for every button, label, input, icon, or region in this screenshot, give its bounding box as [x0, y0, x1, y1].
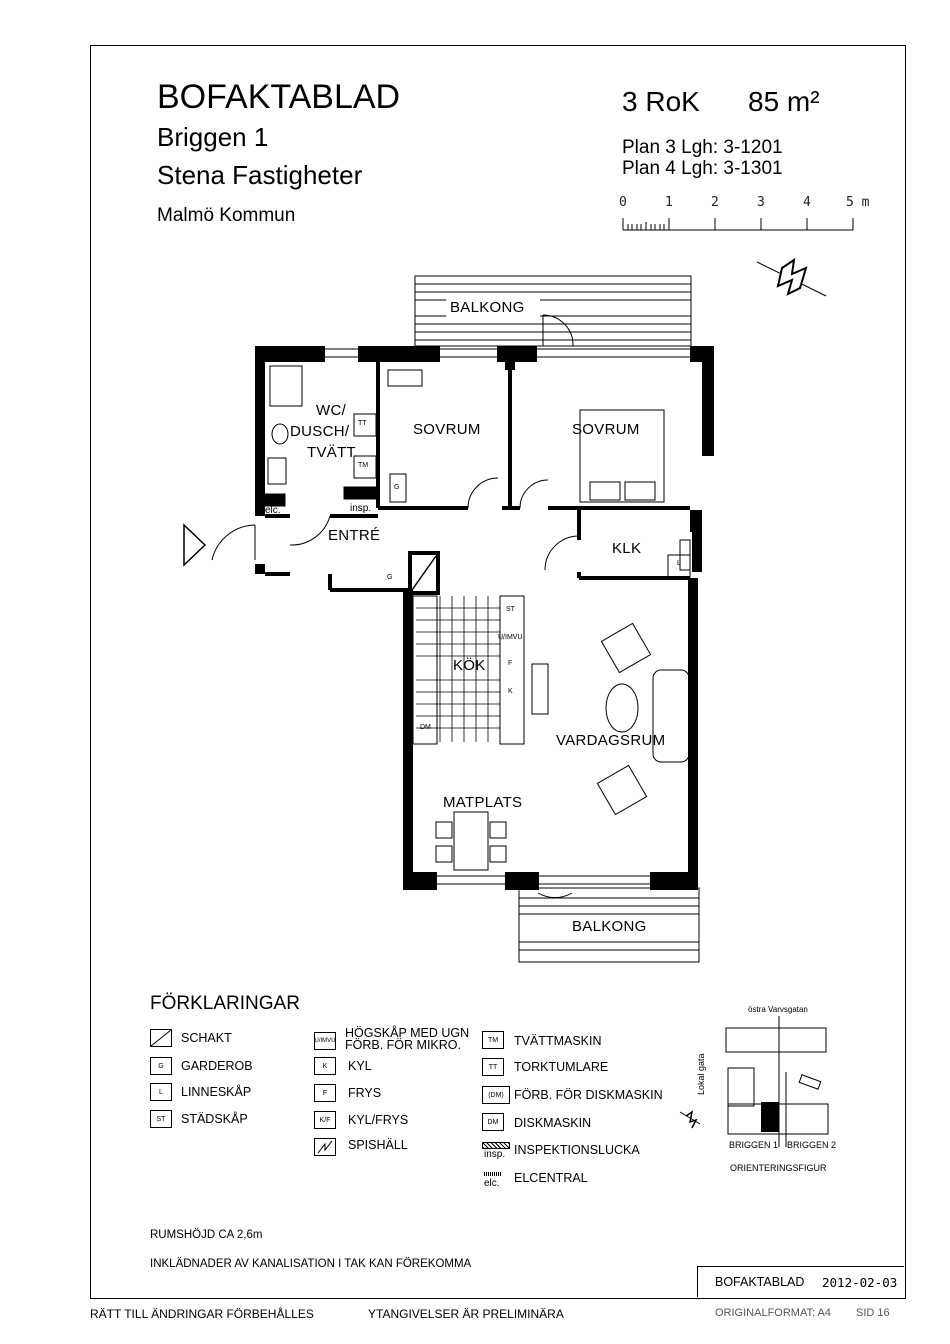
legend-dishwasher-prep: FÖRB. FÖR DISKMASKIN [514, 1088, 663, 1102]
legend-electric: ELCENTRAL [514, 1171, 588, 1185]
legend-title: FÖRKLARINGAR [150, 993, 300, 1014]
st-label: ST [506, 606, 515, 613]
building-2-label: BRIGGEN 2 [787, 1140, 837, 1150]
bedroom-2-label: SOVRUM [572, 421, 640, 438]
balcony-top-label: BALKONG [450, 299, 525, 316]
elc-label: elc. [265, 505, 281, 516]
building-1-label: BRIGGEN 1 [729, 1140, 779, 1150]
living-label: VARDAGSRUM [556, 732, 666, 749]
municipality: Malmö Kommun [157, 205, 296, 226]
closet-label: KLK [612, 540, 642, 557]
legend-freezer: FRYS [348, 1086, 382, 1100]
wc-label-2: DUSCH/ [290, 423, 350, 440]
footer-format: ORIGINALFORMAT: A4 [715, 1307, 831, 1319]
legend-dryer: TORKTUMLARE [514, 1060, 609, 1074]
legend-code-g: G [150, 1057, 172, 1075]
legend-code-ui: U/IMVU [314, 1032, 336, 1050]
legend-code-l: L [150, 1083, 172, 1101]
legend-washer: TVÄTTMASKIN [514, 1034, 602, 1048]
wc-label-1: WC/ [316, 402, 347, 419]
inspection-hatch-icon [482, 1142, 510, 1149]
l-label: L [677, 560, 681, 567]
room-count: 3 RoK [622, 86, 700, 117]
scale-tick-5: 5 m [846, 195, 870, 210]
legend-code-dm-prep: (DM) [482, 1086, 510, 1104]
ducts-note: INKLÄDNADER AV KANALISATION I TAK KAN FÖREKOMMA [150, 1258, 472, 1270]
scale-tick-2: 2 [711, 195, 719, 210]
wc-label-3: TVÄTT [307, 444, 356, 461]
tm-label: TM [358, 462, 369, 469]
orientation-map [676, 1012, 836, 1152]
scale-tick-0: 0 [619, 195, 627, 210]
legend-code-tm: TM [482, 1031, 504, 1049]
apartment-area: 85 m² [748, 86, 820, 117]
legend-code-insp: insp. [484, 1149, 506, 1160]
owner-name: Stena Fastigheter [157, 160, 363, 190]
scale-tick-3: 3 [757, 195, 765, 210]
g2-label: G [387, 574, 393, 581]
legend-code-kf: K/F [314, 1111, 336, 1129]
kitchen-label: KÖK [453, 657, 486, 674]
tt-label: TT [358, 420, 367, 427]
footer-page: SID 16 [856, 1307, 890, 1319]
k-label: K [508, 688, 513, 695]
scale-tick-1: 1 [665, 195, 673, 210]
titleblock-date: 2012-02-03 [822, 1275, 898, 1290]
balcony-bottom-label: BALKONG [572, 918, 647, 935]
electric-panel-icon [484, 1172, 502, 1176]
f-label: F [508, 660, 513, 667]
hob-icon [314, 1138, 336, 1156]
legend-hob: SPISHÄLL [348, 1138, 408, 1152]
legend-code-k: K [314, 1057, 336, 1075]
legend-cleaning: STÄDSKÅP [181, 1112, 248, 1126]
footer-rights: RÄTT TILL ÄNDRINGAR FÖRBEHÅLLES [90, 1307, 314, 1321]
g1-label: G [394, 484, 400, 491]
legend-wardrobe: GARDEROB [181, 1059, 253, 1073]
street-side-label: Lokal gata [696, 1053, 706, 1095]
room-height-note: RUMSHÖJD CA 2,6m [150, 1229, 263, 1241]
legend-code-st: ST [150, 1110, 172, 1128]
legend-code-f: F [314, 1084, 336, 1102]
legend-fridge: KYL [348, 1059, 372, 1073]
legend-code-tt: TT [482, 1058, 504, 1076]
legend-tall-cabinet: HÖGSKÅP MED UGN FÖRB. FÖR MIKRO. [345, 1026, 470, 1052]
entry-label: ENTRÉ [328, 527, 381, 544]
plan-line-1: Plan 3 Lgh: 3-1201 [622, 137, 783, 158]
street-top-label: östra Varvsgatan [748, 1005, 808, 1014]
legend-linen: LINNESKÅP [181, 1085, 252, 1099]
scale-tick-4: 4 [803, 195, 811, 210]
bedroom-1-label: SOVRUM [413, 421, 481, 438]
orientation-caption: ORIENTERINGSFIGUR [730, 1163, 827, 1173]
legend-fridge-freezer: KYL/FRYS [348, 1113, 409, 1127]
titleblock-name: BOFAKTABLAD [715, 1275, 805, 1289]
legend-dishwasher: DISKMASKIN [514, 1116, 592, 1130]
legend-code-dm: DM [482, 1113, 504, 1131]
footer-preliminary: YTANGIVELSER ÄR PRELIMINÄRA [368, 1307, 564, 1321]
dining-label: MATPLATS [443, 794, 523, 811]
doc-title: BOFAKTABLAD [157, 78, 401, 116]
insp-label: insp. [350, 503, 372, 514]
legend-shaft: SCHAKT [181, 1031, 232, 1045]
building-name: Briggen 1 [157, 122, 269, 152]
dm-label: DM [420, 724, 431, 731]
legend-inspection: INSPEKTIONSLUCKA [514, 1143, 640, 1157]
plan-line-2: Plan 4 Lgh: 3-1301 [622, 158, 783, 179]
ui-label: U/IMVU [498, 634, 523, 641]
shaft-icon [150, 1029, 172, 1047]
legend-code-elc: elc. [484, 1178, 500, 1189]
